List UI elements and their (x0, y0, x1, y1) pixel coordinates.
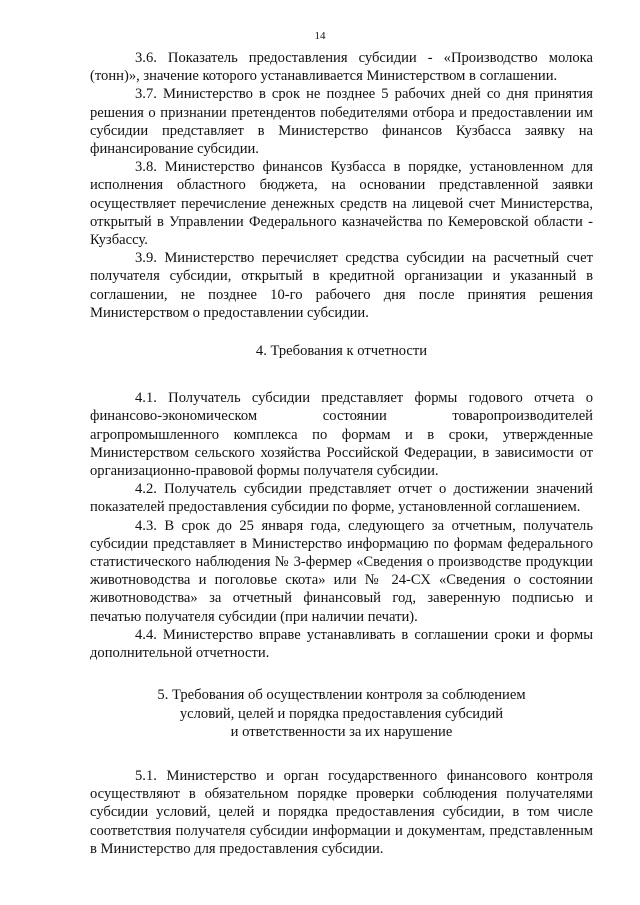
section-4-heading: 4. Требования к отчетности (255, 343, 428, 360)
section-5-heading-line-3: и ответственности за их нарушение (230, 723, 453, 740)
paragraph-4-1: 4.1. Получатель субсидии представляет формы годового отчета о финансово-экономическом состоянии товаропроизводителей агропромышленного комплекса по формам и в сроки, утвержденные Министерством сельского хозяйства Российской Федерации, в зависимости от организационно-правовой формы получателя субсидии. (90, 390, 593, 480)
paragraph-4-3: 4.3. В срок до 25 января года, следующего за отчетным, получатель субсидии представляет в Министерство информацию по формам федерального статистического наблюдения № 3-фермер «Сведения о производстве продукции животноводства и поголовье скота» или № 24-СХ «Сведения о состоянии животноводства» за отчетный финансовый год, заверенную подписью и печатью получателя субсидии (при наличии печати). (90, 517, 593, 625)
paragraph-3-9: 3.9. Министерство перечисляет средства субсидии на расчетный счет получателя субсидии, открытый в кредитной организации и указанный в соглашении, не позднее 10-го рабочего дня после принятия решения Министерством о предоставлении субсидии. (90, 250, 593, 321)
section-5-heading-line-1: 5. Требования об осуществлении контроля за соблюдением (157, 687, 526, 704)
paragraph-3-6: 3.6. Показатель предоставления субсидии - «Производство молока (тонн)», значение которого устанавливается Министерством в соглашении. (90, 50, 593, 85)
section-5-heading-line-2: условий, целей и порядка предоставления субсидий (179, 705, 504, 722)
paragraph-4-4: 4.4. Министерство вправе устанавливать в соглашении сроки и формы дополнительной отчетности. (90, 626, 593, 662)
paragraph-3-8: 3.8. Министерство финансов Кузбасса в порядке, установленном для исполнения областного бюджета, на основании представленной заявки осуществляет перечисление денежных средств на лицевой счет Министерства, открытый в Управлении Федерального казначейства по Кемеровской области - Кузбассу. (90, 159, 593, 249)
paragraph-4-2: 4.2. Получатель субсидии представляет отчет о достижении значений показателей предоставления субсидии по форме, установленной соглашением. (90, 481, 593, 516)
document-body (90, 49, 593, 858)
paragraph-3-7: 3.7. Министерство в срок не позднее 5 рабочих дней со дня принятия решения о признании претендентов победителями отбора и предоставлении им субсидии представляет в Министерство финансов Кузбасса заявку на финансирование субсидии. (90, 86, 593, 158)
section-5-heading (90, 686, 593, 741)
paragraph-5-1: 5.1. Министерство и орган государственного финансового контроля осуществляют в обязательном порядке проверки соблюдения получателями субсидии условий, целей и порядка предоставления субсидии, в том числе соответствия получателя субсидии информации и документам, представленным в Министерство для предоставления субсидии. (90, 767, 593, 857)
page-number: 14 (314, 30, 326, 42)
